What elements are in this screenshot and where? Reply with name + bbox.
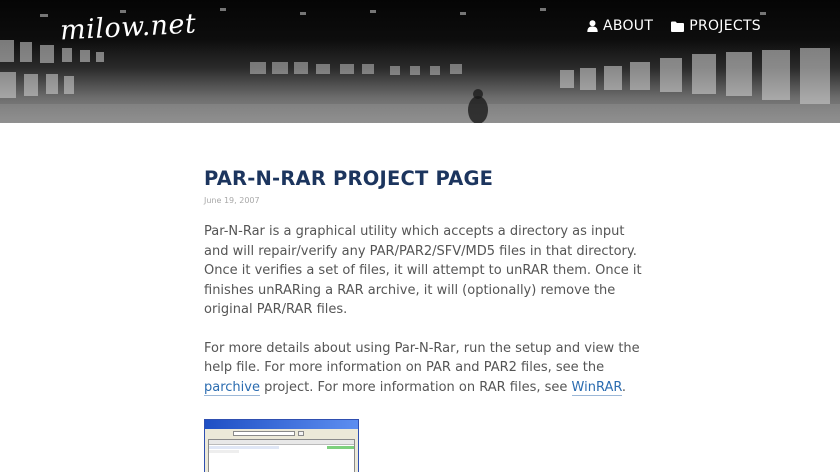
paragraph-text: .	[621, 379, 627, 395]
screenshot-list	[208, 439, 355, 472]
parchive-link[interactable]: parchive	[204, 379, 260, 395]
header-banner	[0, 0, 840, 123]
paragraph-text: project. For more information on RAR files, see	[259, 379, 572, 395]
nav-projects-label: PROJECTS	[689, 18, 761, 34]
user-icon	[587, 20, 598, 32]
paragraph-text: For more details about using Par-N-Rar, run the setup and view the help file. For more information on PAR and PAR2 files, see the	[204, 340, 640, 375]
winrar-link[interactable]: WinRAR	[571, 379, 622, 395]
post-date: June 19, 2007	[204, 196, 260, 205]
site-logo[interactable]: milow.net	[59, 8, 198, 47]
screenshot-toolbar	[205, 429, 358, 438]
post-paragraph-details	[204, 339, 644, 398]
screenshot-progress-bar	[327, 446, 354, 449]
post-paragraph-intro: Par-N-Rar is a graphical utility which accepts a directory as input and will repair/verify any PAR/PAR2/SFV/MD5 files in that directory. Once it verifies a set of files, it will attempt to unRAR them. Once it finishes unRARing a RAR archive, it will (optionally) remove the original PAR/RAR files.	[204, 224, 642, 317]
folder-icon	[671, 21, 684, 32]
nav-projects-link[interactable]	[671, 18, 761, 34]
screenshot-titlebar	[205, 420, 358, 429]
screenshot-path-field	[233, 431, 295, 436]
nav-about-label: ABOUT	[602, 18, 654, 34]
main-nav	[587, 18, 761, 34]
screenshot-browse-button	[298, 431, 304, 436]
nav-about-link[interactable]	[587, 18, 653, 34]
app-screenshot-image[interactable]	[204, 419, 359, 472]
post-article	[204, 167, 644, 397]
post-title: PAR-N-RAR PROJECT PAGE	[204, 167, 494, 190]
